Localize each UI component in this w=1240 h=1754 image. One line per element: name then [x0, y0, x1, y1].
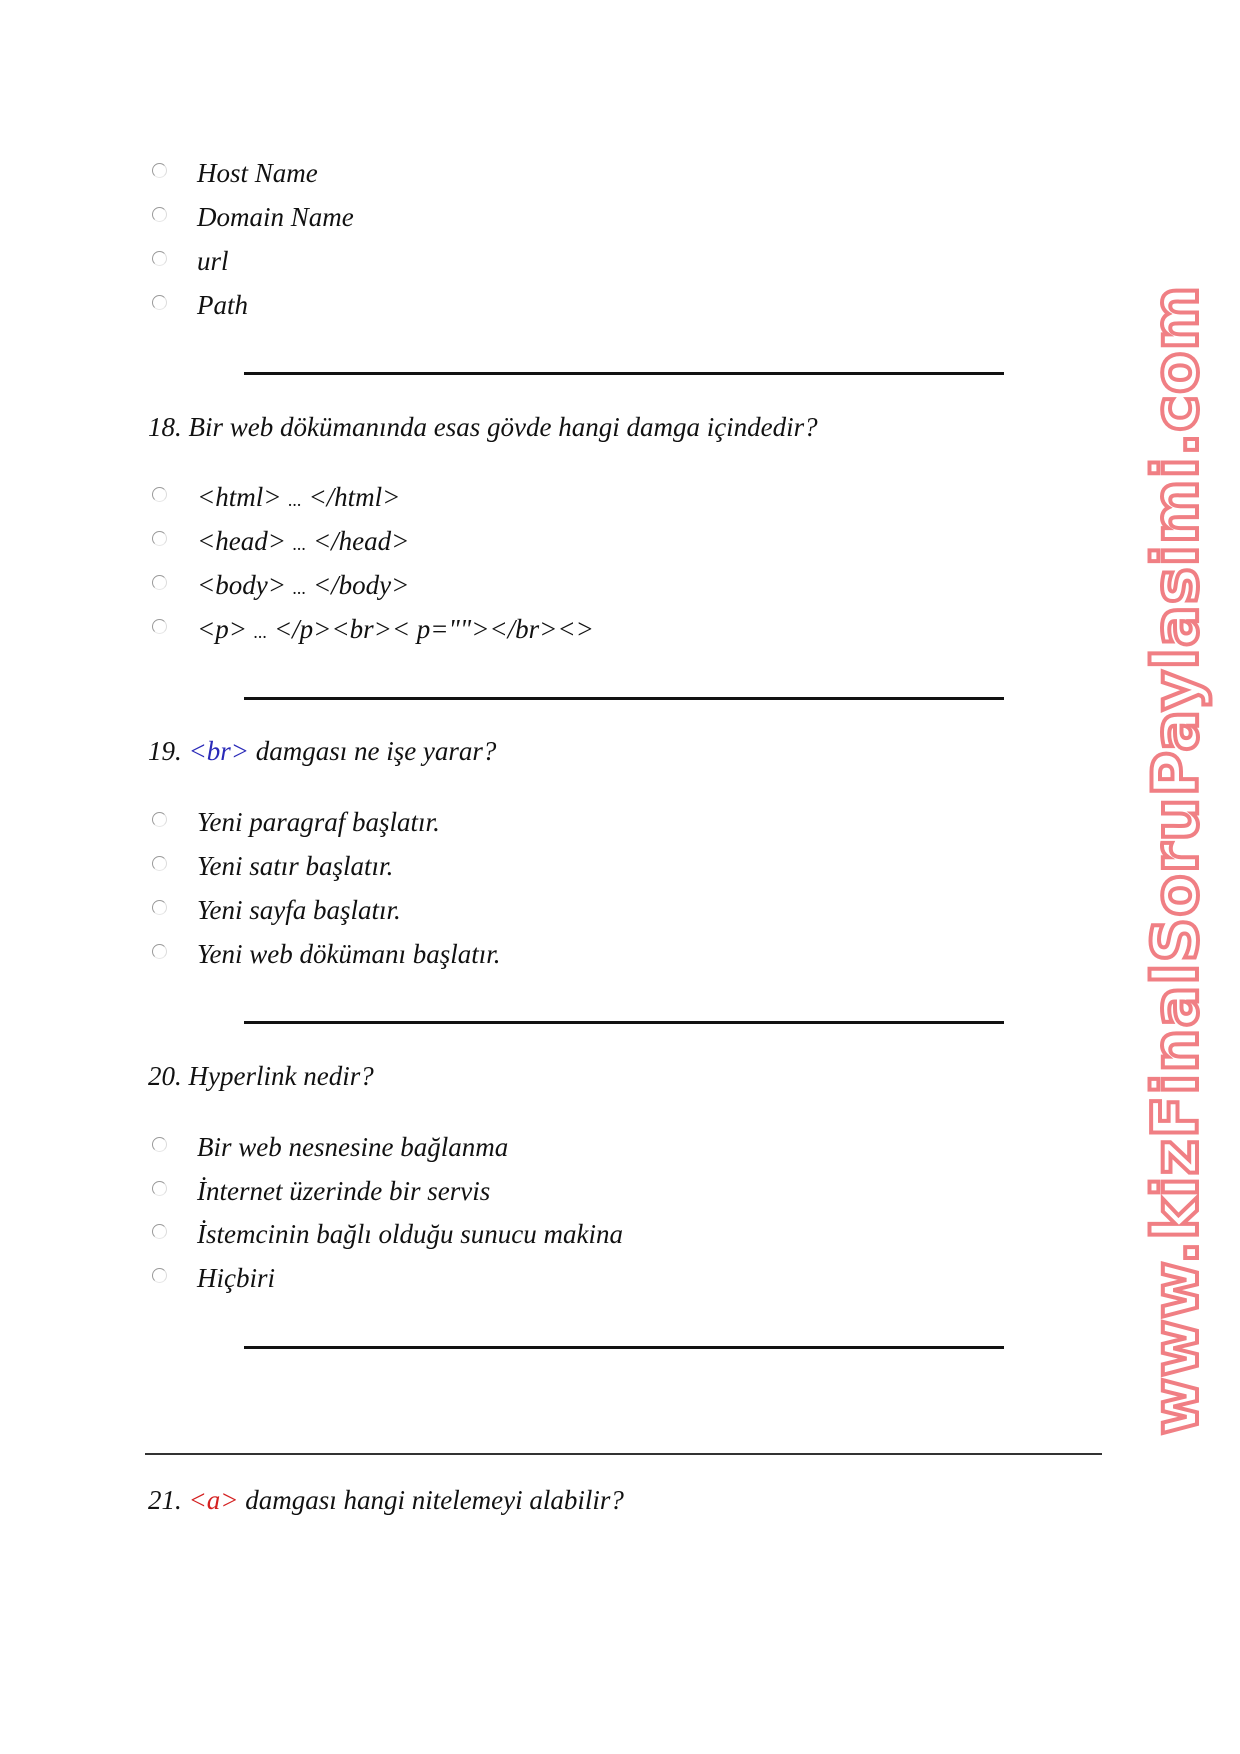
question-number: 18. — [148, 412, 182, 442]
question-text: Hyperlink nedir? — [188, 1061, 374, 1091]
question-21 — [148, 1484, 624, 1516]
option-label: Yeni web dökümanı başlatır. — [197, 939, 501, 969]
radio-button[interactable] — [152, 856, 167, 871]
br-tag: <br> — [188, 736, 249, 766]
option-label: Bir web nesnesine bağlanma — [197, 1132, 509, 1162]
question-20 — [148, 1060, 374, 1092]
option-label: İstemcinin bağlı olduğu sunucu makina — [197, 1219, 623, 1249]
question-text: damgası hangi nitelemeyi alabilir? — [245, 1485, 624, 1515]
radio-button[interactable] — [152, 207, 167, 222]
watermark: www.kizFinalSoruPaylasimi.com — [1139, 284, 1212, 1436]
option-label: Domain Name — [197, 202, 354, 232]
separator — [244, 1021, 1004, 1024]
option-label: <head> ... </head> — [197, 526, 410, 556]
option-label: <body> ... </body> — [197, 570, 410, 600]
option-label: Yeni sayfa başlatır. — [197, 895, 401, 925]
radio-button[interactable] — [152, 531, 167, 546]
radio-button[interactable] — [152, 944, 167, 959]
separator — [244, 697, 1004, 700]
separator — [244, 1346, 1004, 1349]
radio-button[interactable] — [152, 163, 167, 178]
option-label: Path — [197, 290, 248, 320]
question-text: damgası ne işe yarar? — [255, 736, 497, 766]
question-19 — [148, 735, 496, 767]
option-label: <p> ... </p><br>< p=""></br><> — [197, 614, 594, 644]
page-divider — [145, 1453, 1102, 1455]
radio-button[interactable] — [152, 619, 167, 634]
radio-button[interactable] — [152, 575, 167, 590]
option-label: Hiçbiri — [197, 1263, 275, 1293]
radio-button[interactable] — [152, 487, 167, 502]
radio-button[interactable] — [152, 1224, 167, 1239]
radio-button[interactable] — [152, 1137, 167, 1152]
option-label: Yeni satır başlatır. — [197, 851, 394, 881]
question-18 — [148, 411, 818, 443]
radio-button[interactable] — [152, 1268, 167, 1283]
radio-button[interactable] — [152, 900, 167, 915]
question-number: 21. — [148, 1485, 182, 1515]
question-text: Bir web dökümanında esas gövde hangi damga içindedir? — [188, 412, 818, 442]
option-label: url — [197, 246, 229, 276]
option-label: Host Name — [197, 158, 318, 188]
option-label: <html> ... </html> — [197, 482, 401, 512]
question-number: 19. — [148, 736, 182, 766]
radio-button[interactable] — [152, 812, 167, 827]
option-label: İnternet üzerinde bir servis — [197, 1176, 491, 1206]
radio-button[interactable] — [152, 1181, 167, 1196]
separator — [244, 372, 1004, 375]
radio-button[interactable] — [152, 251, 167, 266]
a-tag: <a> — [188, 1485, 239, 1515]
question-number: 20. — [148, 1061, 182, 1091]
radio-button[interactable] — [152, 295, 167, 310]
option-label: Yeni paragraf başlatır. — [197, 807, 440, 837]
